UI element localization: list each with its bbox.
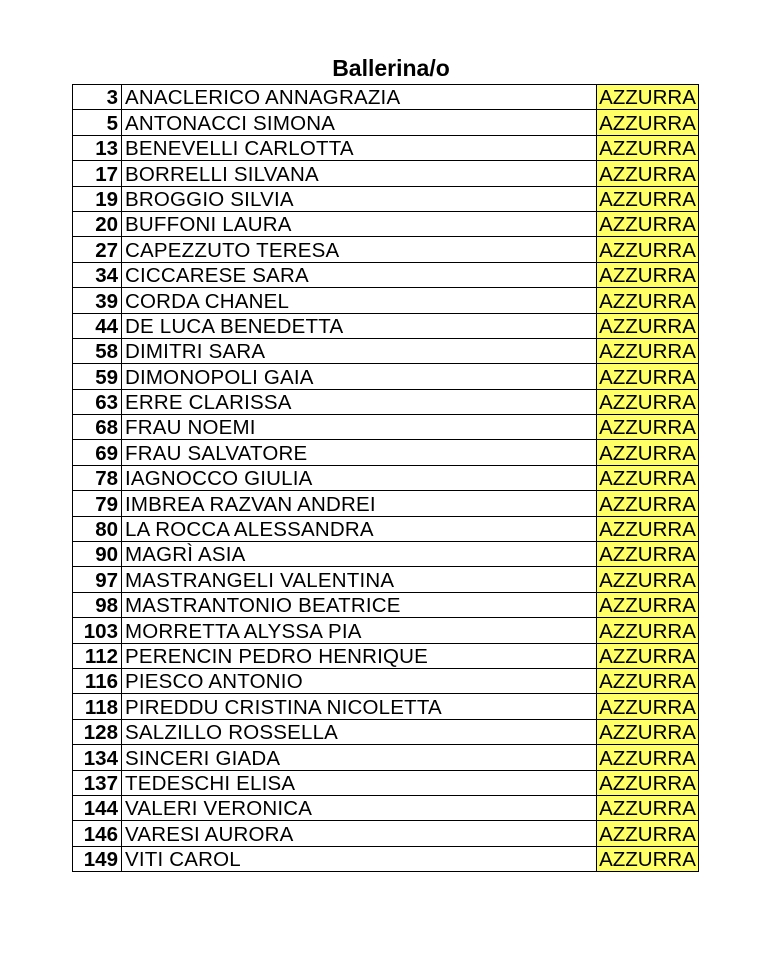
team-badge: AZZURRA xyxy=(597,745,699,770)
participant-number: 79 xyxy=(73,491,122,516)
participant-name: FRAU NOEMI xyxy=(122,415,597,440)
participant-name: DE LUCA BENEDETTA xyxy=(122,313,597,338)
table-row xyxy=(73,211,699,236)
table-row xyxy=(73,313,699,338)
participant-number: 78 xyxy=(73,465,122,490)
participant-number: 69 xyxy=(73,440,122,465)
table-row xyxy=(73,237,699,262)
table-row xyxy=(73,465,699,490)
participant-number: 59 xyxy=(73,364,122,389)
table-row xyxy=(73,415,699,440)
table-row xyxy=(73,745,699,770)
table-row xyxy=(73,364,699,389)
participant-number: 68 xyxy=(73,415,122,440)
participant-number: 137 xyxy=(73,770,122,795)
team-badge: AZZURRA xyxy=(597,567,699,592)
table-row xyxy=(73,643,699,668)
participant-name: ERRE CLARISSA xyxy=(122,389,597,414)
table-row xyxy=(73,135,699,160)
participant-name: IAGNOCCO GIULIA xyxy=(122,465,597,490)
team-badge: AZZURRA xyxy=(597,643,699,668)
table-row xyxy=(73,719,699,744)
participant-number: 98 xyxy=(73,592,122,617)
participant-number: 17 xyxy=(73,161,122,186)
team-badge: AZZURRA xyxy=(597,465,699,490)
team-badge: AZZURRA xyxy=(597,135,699,160)
participant-name: CAPEZZUTO TERESA xyxy=(122,237,597,262)
participant-number: 39 xyxy=(73,288,122,313)
team-badge: AZZURRA xyxy=(597,211,699,236)
participant-number: 58 xyxy=(73,338,122,363)
table-row xyxy=(73,389,699,414)
team-badge: AZZURRA xyxy=(597,770,699,795)
participant-name: MASTRANGELI VALENTINA xyxy=(122,567,597,592)
participant-number: 19 xyxy=(73,186,122,211)
participant-name: IMBREA RAZVAN ANDREI xyxy=(122,491,597,516)
participant-name: ANACLERICO ANNAGRAZIA xyxy=(122,85,597,110)
table-row xyxy=(73,161,699,186)
participant-number: 149 xyxy=(73,846,122,871)
participant-number: 13 xyxy=(73,135,122,160)
participant-name: LA ROCCA ALESSANDRA xyxy=(122,516,597,541)
team-badge: AZZURRA xyxy=(597,85,699,110)
team-badge: AZZURRA xyxy=(597,415,699,440)
participant-number: 118 xyxy=(73,694,122,719)
table-row xyxy=(73,668,699,693)
participant-number: 3 xyxy=(73,85,122,110)
participant-name: BENEVELLI CARLOTTA xyxy=(122,135,597,160)
participant-number: 90 xyxy=(73,542,122,567)
team-badge: AZZURRA xyxy=(597,592,699,617)
participant-name: SALZILLO ROSSELLA xyxy=(122,719,597,744)
table-row xyxy=(73,338,699,363)
participant-number: 27 xyxy=(73,237,122,262)
table-row xyxy=(73,846,699,871)
participant-name: DIMITRI SARA xyxy=(122,338,597,363)
team-badge: AZZURRA xyxy=(597,694,699,719)
table-row xyxy=(73,516,699,541)
team-badge: AZZURRA xyxy=(597,262,699,287)
table-row xyxy=(73,491,699,516)
table-row xyxy=(73,288,699,313)
table-row xyxy=(73,186,699,211)
team-badge: AZZURRA xyxy=(597,846,699,871)
table-row xyxy=(73,618,699,643)
participant-name: CICCARESE SARA xyxy=(122,262,597,287)
participant-number: 97 xyxy=(73,567,122,592)
participant-name: MASTRANTONIO BEATRICE xyxy=(122,592,597,617)
participant-name: DIMONOPOLI GAIA xyxy=(122,364,597,389)
participant-name: VARESI AURORA xyxy=(122,821,597,846)
participant-number: 20 xyxy=(73,211,122,236)
table-row xyxy=(73,795,699,820)
participant-name: PERENCIN PEDRO HENRIQUE xyxy=(122,643,597,668)
table-row xyxy=(73,567,699,592)
team-badge: AZZURRA xyxy=(597,795,699,820)
participant-name: MORRETTA ALYSSA PIA xyxy=(122,618,597,643)
table-row xyxy=(73,110,699,135)
team-badge: AZZURRA xyxy=(597,338,699,363)
team-badge: AZZURRA xyxy=(597,313,699,338)
participant-number: 103 xyxy=(73,618,122,643)
participant-name: BUFFONI LAURA xyxy=(122,211,597,236)
team-badge: AZZURRA xyxy=(597,516,699,541)
participant-name: BORRELLI SILVANA xyxy=(122,161,597,186)
page-title: Ballerina/o xyxy=(332,55,450,81)
participant-number: 128 xyxy=(73,719,122,744)
team-badge: AZZURRA xyxy=(597,110,699,135)
team-badge: AZZURRA xyxy=(597,186,699,211)
participant-number: 146 xyxy=(73,821,122,846)
participant-name: BROGGIO SILVIA xyxy=(122,186,597,211)
team-badge: AZZURRA xyxy=(597,542,699,567)
team-badge: AZZURRA xyxy=(597,491,699,516)
participant-name: PIREDDU CRISTINA NICOLETTA xyxy=(122,694,597,719)
participant-name: CORDA CHANEL xyxy=(122,288,597,313)
table-row xyxy=(73,542,699,567)
team-badge: AZZURRA xyxy=(597,440,699,465)
participant-number: 112 xyxy=(73,643,122,668)
table-row xyxy=(73,262,699,287)
participant-name: FRAU SALVATORE xyxy=(122,440,597,465)
roster-table-body xyxy=(73,85,699,872)
team-badge: AZZURRA xyxy=(597,821,699,846)
team-badge: AZZURRA xyxy=(597,668,699,693)
team-badge: AZZURRA xyxy=(597,389,699,414)
participant-name: MAGRÌ ASIA xyxy=(122,542,597,567)
table-row xyxy=(73,85,699,110)
participant-number: 116 xyxy=(73,668,122,693)
participant-number: 44 xyxy=(73,313,122,338)
participant-name: VALERI VERONICA xyxy=(122,795,597,820)
participant-name: TEDESCHI ELISA xyxy=(122,770,597,795)
participant-number: 134 xyxy=(73,745,122,770)
participant-number: 80 xyxy=(73,516,122,541)
table-row xyxy=(73,694,699,719)
participant-name: VITI CAROL xyxy=(122,846,597,871)
team-badge: AZZURRA xyxy=(597,288,699,313)
participant-number: 34 xyxy=(73,262,122,287)
participant-name: PIESCO ANTONIO xyxy=(122,668,597,693)
team-badge: AZZURRA xyxy=(597,719,699,744)
team-badge: AZZURRA xyxy=(597,161,699,186)
roster-table xyxy=(72,84,699,872)
participant-name: ANTONACCI SIMONA xyxy=(122,110,597,135)
participant-number: 5 xyxy=(73,110,122,135)
table-row xyxy=(73,821,699,846)
team-badge: AZZURRA xyxy=(597,618,699,643)
team-badge: AZZURRA xyxy=(597,364,699,389)
participant-number: 63 xyxy=(73,389,122,414)
participant-name: SINCERI GIADA xyxy=(122,745,597,770)
participant-number: 144 xyxy=(73,795,122,820)
table-row xyxy=(73,770,699,795)
table-row xyxy=(73,440,699,465)
table-row xyxy=(73,592,699,617)
team-badge: AZZURRA xyxy=(597,237,699,262)
